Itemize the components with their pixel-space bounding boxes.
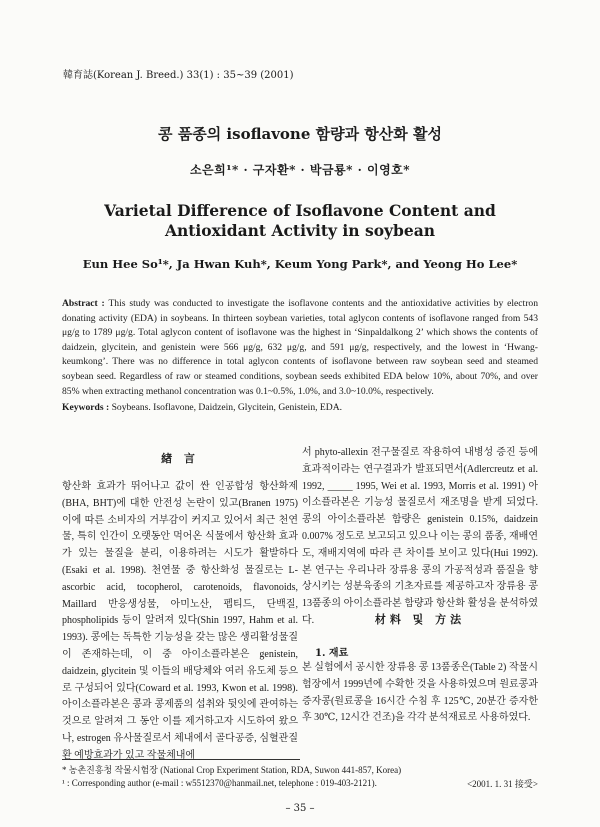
footnote-divider [62, 759, 300, 760]
page-number: – 35 – [285, 803, 315, 814]
english-title-line-1: Varietal Difference of Isoflavone Content and [104, 201, 496, 220]
korean-title: 콩 품종의 isoflavone 함량과 항산화 활성 [158, 125, 442, 143]
footnote-affiliation: * 농촌진흥청 작물시험장 (National Crop Experiment Station, RDA, Suwon 441-857, Korea) [62, 765, 402, 775]
subsection-materials: 1. 재료 [315, 648, 349, 659]
abstract-text: This study was conducted to investigate the isoflavone contents and the antioxidative activities by electron donating activity (EDA) in soybeans. In thirteen soybean varieties, total aglycon contents of isoflavone ranged from 543 μg/g to 1789 μg/g. Total aglycon content of isoflavone was the highest in ‘Sinpaldalkong 2’ which shows the contents of daidzein, glycitein, and genistein were 566 μg/g, 632 μg/g, and 591 μg/g, respectively, and the lowest in ‘Hwang-keumkong’. There was no difference in total aglycon contents of isoflavone between raw soybean seed and steamed soybean seed. Regardless of raw or steamed conditions, soybean seeds exhibited EDA below 10%, about 70%, and over 85% when extracting methanol concentration was 0.1~0.5%, 1.0%, and 3.0~10.0%, respectively. [62, 298, 538, 397]
journal-citation: 韓育誌(Korean J. Breed.) 33(1) : 35~39 (2001) [63, 70, 294, 81]
materials-text: 본 실험에서 공시한 장류용 콩 13품종은(Table 2) 작물시험장에서 1999년에 수확한 것을 사용하였으며 원료콩과 증자콩(원료콩을 16시간 수침 후 125℃, 20분간 증자한 후 30℃, 12시간 건조)을 각각 분석재료로 사용하였다. [302, 662, 538, 724]
abstract-label: Abstract : [62, 298, 105, 309]
section-heading-introduction: 緖 言 [161, 452, 199, 465]
abstract [62, 297, 538, 399]
introduction-text: 항산화 효과가 뛰어나고 값이 싼 인공합성 항산화제 (BHA, BHT)에 대한 안전성 논란이 있고(Branen 1975) 이에 따른 소비자의 거부감이 커지고 있어서 최근 천연물, 특히 인간이 오랫동안 먹어온 식물에서 항산화 효과가 있는 물질을 분리, 이용하려는 시도가 활발하다(Esaki et al. 1998). 천연물 중 항산화성 물질로는 L-ascorbic acid, tocopherol, carotenoids, flavonoids, Maillard 반응생성물, 아미노산, 펩티드, 단백질, phospholipids 등이 알려져 있다(Shin 1997, Hahm et al. 1993). 콩에는 독특한 기능성을 갖는 많은 생리활성물질이 존재하는데, 이 중 아이소플라본은 genistein, daidzein, glycitein 및 이들의 배당체와 여러 유도체 등으로 구성되어 있다(Coward et al. 1993, Kwon et al. 1998). 아이소플라본은 콩과 콩제품의 섭취와 뒷잇에 관여하는 것으로 알려져 그 동안 이를 제거하고자 시도하여 왔으나, estrogen 유사물질로서 체내에서 골다공증, 심혈관질환 예방효과가 있고 작물체내에 [62, 481, 298, 761]
keywords [62, 402, 538, 413]
english-title [0, 201, 600, 241]
introduction-continued: 서 phyto-allexin 전구물질로 작용하여 내병성 증진 등에 효과적이라는 연구결과가 발표되면서(Adlercreutz et al. 1992, _____ 1995, Wei et al. 1993, Morris et al. 1991) 아이소플라본은 기능성 물질로서 재조명을 받게 되었다. 콩의 아이소플라본 함량은 genistein 0.15%, daidzein 0.007% 정도로 보고되고 있으나 이는 콩의 품종, 재배연도, 재배지역에 따라 큰 차이를 보이고 있다(Hui 1992). 본 연구는 우리나라 장류용 콩의 가공적성과 품질을 향상시키는 성분육종의 기초자료를 제공하고자 장류용 콩 13품종의 아이소플라본 함량과 항산화 활성을 분석하였다. [302, 447, 538, 626]
english-authors: Eun Hee So¹*, Ja Hwan Kuh*, Keum Yong Park*, and Yeong Ho Lee* [82, 257, 518, 271]
section-heading-methods: 材料 및 方法 [374, 613, 466, 626]
footnote-corresponding: ¹ : Corresponding author (e-mail : w5512370@hanmail.net, telephone : 019-403-2121). [62, 778, 377, 788]
keywords-label: Keywords : [62, 402, 110, 413]
received-date: <2001. 1. 31 接受> [467, 779, 538, 789]
english-title-line-2: Antioxidant Activity in soybean [164, 221, 436, 240]
korean-authors: 소은희¹* · 구자환* · 박금룡* · 이영호* [189, 163, 411, 177]
keywords-text: Soybeans. Isoflavone, Daidzein, Glycitein, Genistein, EDA. [111, 402, 343, 413]
